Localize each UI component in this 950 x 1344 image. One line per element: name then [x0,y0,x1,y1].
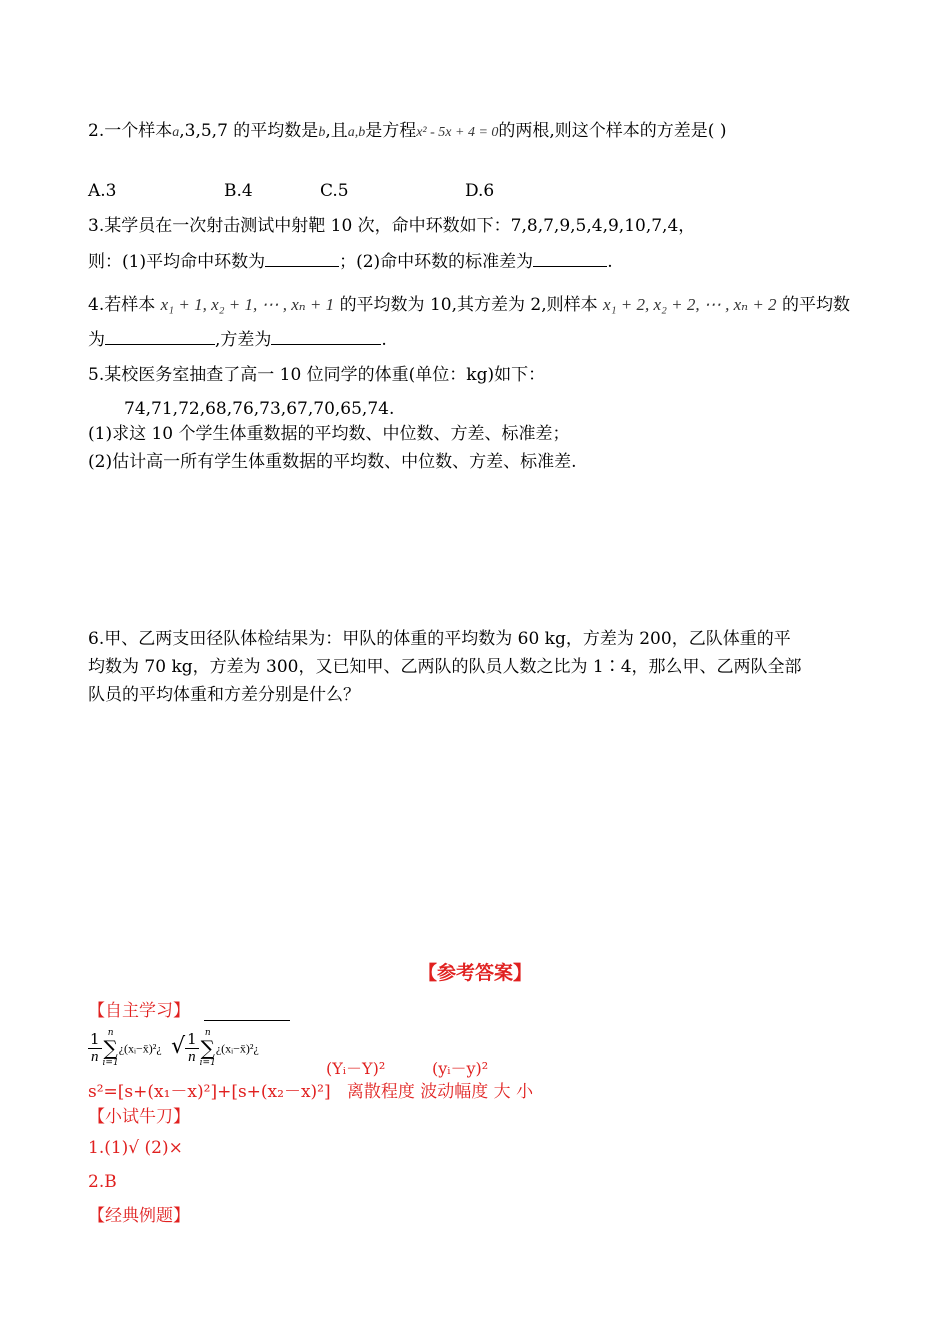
sum-upper: n [107,1028,114,1038]
variance-terms: 离散程度 波动幅度 大 小 [346,1082,534,1102]
fraction-denominator: n [91,1048,99,1065]
q4-text-6: . [381,330,387,350]
sqrt-icon: √ [171,1033,186,1059]
y-expression-1: (Yᵢ－Y)² [326,1059,386,1078]
q4-text-1: 4.若样本 [88,295,156,315]
q4-text-2: 的平均数为 10,其方差为 2,则样本 [339,295,598,315]
q2-text-1: 2.一个样本 [88,121,173,141]
q2-text-2: ,3,5,7 的平均数是 [179,121,319,141]
sum-lower-2: i=1 [199,1058,216,1068]
q5-data: 74,71,72,68,76,73,67,70,65,74. [124,399,395,419]
q4-text-5: ,方差为 [215,330,272,350]
fraction-denominator-2: n [188,1048,196,1065]
fraction-numerator-2: 1 [187,1029,197,1048]
q4-text-4: 为 [88,330,105,350]
q5-part-2: (2)估计高一所有学生体重数据的平均数、中位数、方差、标准差. [88,452,577,472]
q3-text-a: 则：(1)平均命中环数为 [88,252,266,272]
q3-line-1: 3.某学员在一次射击测试中射靶 10 次，命中环数如下：7,8,7,9,5,4,9,10,7,4， [88,216,696,236]
q2-vars-ab: a,b [347,125,366,140]
q2-var-b: b [318,125,326,140]
q2-option-c: C.5 [320,181,349,201]
q5-part-1: (1)求这 10 个学生体重数据的平均数、中位数、方差、标准差； [88,424,570,444]
q3-blank-1 [265,250,339,267]
formula-body-1: ¿(xᵢ−x̄)²¿ [118,1041,162,1056]
formula-fraction-2 [185,1031,199,1066]
q4-text-3: 的平均数 [781,295,850,315]
q2-text-4: 是方程 [365,121,417,141]
q2-text-5: 的两根,则这个样本的方差是( ) [498,121,727,141]
answers-title: 【参考答案】 [417,962,532,984]
answer-1: 1.(1)√ (2)× [88,1138,183,1158]
q2-equation: x² - 5x + 4 = 0 [416,125,499,140]
q6-line-3: 队员的平均体重和方差分别是什么？ [88,685,360,705]
question-2 [88,120,726,144]
fraction-numerator: 1 [90,1029,100,1048]
sigma-sum-2 [200,1028,216,1068]
q4-expression-1: x₁ + 1, x₂ + 1, ⋯ , xₙ + 1 [160,295,335,314]
y-expression-2: (yᵢ－y)² [432,1059,489,1078]
formula-fraction-1 [88,1031,102,1066]
q4-blank-1 [105,328,215,345]
q4-line-1 [88,294,850,316]
q4-blank-2 [271,328,381,345]
sqrt-overline [204,1020,290,1021]
section-classic-examples: 【经典例题】 [88,1206,190,1226]
q2-var-a: a [172,125,180,140]
q2-text-3: ,且 [325,121,348,141]
q3-text-b: ；(2)命中环数的标准差为 [339,252,534,272]
variance-line [88,1081,533,1103]
q4-expression-2: x₁ + 2, x₂ + 2, ⋯ , xₙ + 2 [603,295,777,314]
variance-formula: s²=[s+(x₁－x)²]+[s+(x₂－x)²] [88,1082,331,1102]
formula-line [88,1028,259,1066]
answer-2: 2.B [88,1172,117,1192]
q3-blank-2 [533,250,607,267]
q5-line-1: 5.某校医务室抽查了高一 10 位同学的体重(单位：kg)如下： [88,365,546,385]
formula-body-2: ¿(xᵢ−x̄)²¿ [215,1041,259,1056]
section-self-study: 【自主学习】 [88,1001,190,1021]
q2-option-d: D.6 [465,181,495,201]
sigma-sum-1 [103,1028,119,1068]
section-quick-test: 【小试牛刀】 [88,1107,190,1127]
q2-option-b: B.4 [224,181,253,201]
q4-line-2 [88,328,387,351]
q3-line-2 [88,250,613,273]
sum-lower: i=1 [102,1058,119,1068]
sum-upper-2: n [204,1028,211,1038]
sigma-icon-2: ∑ [200,1036,215,1060]
q2-option-a: A.3 [88,181,117,201]
q6-line-2: 均数为 70 kg，方差为 300，又已知甲、乙两队的队员人数之比为 1∶4，那么甲、乙两队全部 [88,657,802,677]
sigma-icon: ∑ [103,1036,118,1060]
q3-text-c: . [607,252,613,272]
q6-line-1: 6.甲、乙两支田径队体检结果为：甲队的体重的平均数为 60 kg，方差为 200，乙队体重的平 [88,629,791,649]
